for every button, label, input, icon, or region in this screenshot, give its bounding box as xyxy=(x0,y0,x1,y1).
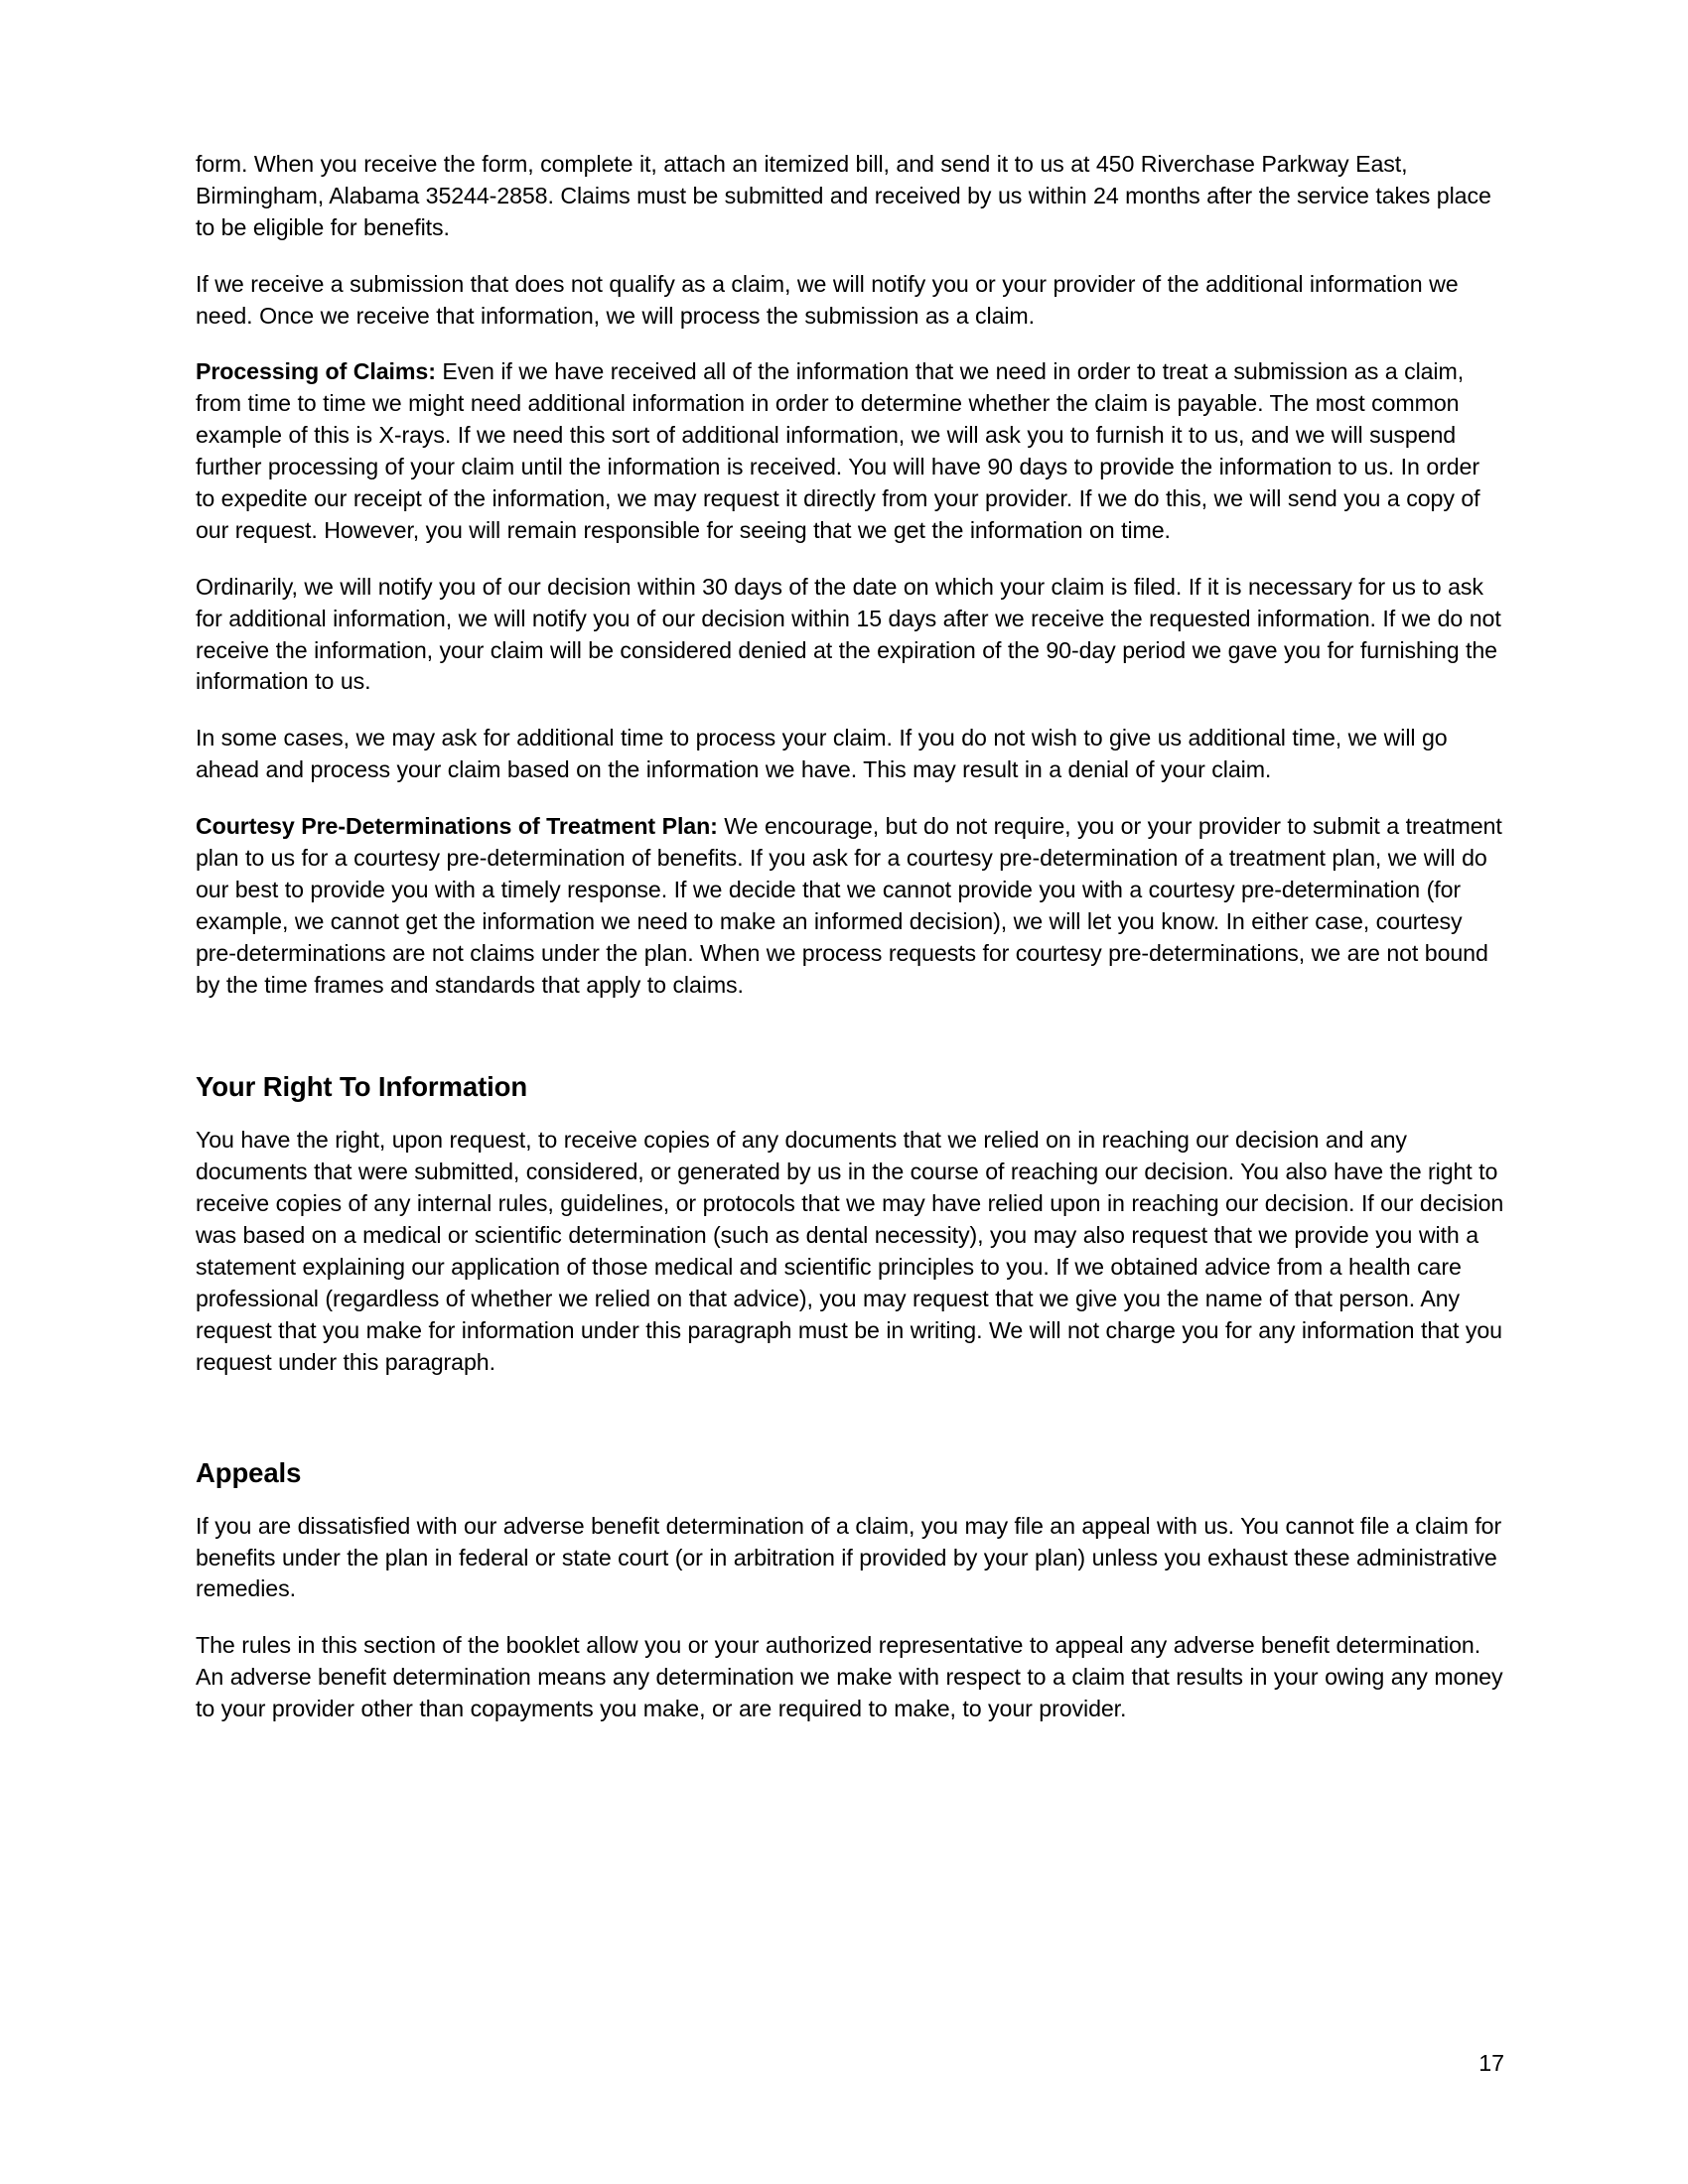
section-heading-your-right-to-information: Your Right To Information xyxy=(196,1071,528,1103)
paragraph-processing-of-claims xyxy=(196,356,1504,546)
paragraph-appeals-rules: The rules in this section of the booklet allow you or your authorized representative to appeal any adverse benefit determination. An adverse benefit determination means any determination we make with respect to a claim that results in your owing any money to your provider other than copayments you make, or are required to make, to your provider. xyxy=(196,1632,1503,1722)
heading-spacer-bottom xyxy=(196,1103,1504,1125)
page-number: 17 xyxy=(1478,2050,1504,2076)
paragraph-courtesy-predeterminations xyxy=(196,811,1504,1001)
appeals-heading-spacer-bottom xyxy=(196,1489,1504,1511)
paragraph-appeals-filing: If you are dissatisfied with our adverse benefit determination of a claim, you may file an appeal with us. You cannot file a claim for benefits under the plan in federal or state court (or in arbitration if provided by your plan) unless you exhaust these administrative remedies. xyxy=(196,1512,1502,1602)
runin-heading-processing-of-claims: Processing of Claims: xyxy=(196,358,436,385)
paragraph-additional-time: In some cases, we may ask for additional time to process your claim. If you do not wish to give us additional time, we will go ahead and process your claim based on the information we have. This may result in a denial of your claim. xyxy=(196,725,1448,783)
runin-heading-courtesy-predeterminations: Courtesy Pre-Determinations of Treatment Plan: xyxy=(196,813,718,840)
heading-spacer-top xyxy=(196,1025,1504,1071)
paragraph-decision-timeframes: Ordinarily, we will notify you of our decision within 30 days of the date on which your claim is filed. If it is necessary for us to ask for additional information, we will notify you of our decision within 15 days after we receive the requested information. If we do not receive the information, your claim will be considered denied at the expiration of the 90-day period we gave you for furnishing the information to us. xyxy=(196,573,1501,695)
section-heading-appeals: Appeals xyxy=(196,1456,302,1488)
paragraph-courtesy-predeterminations-body: We encourage, but do not require, you or your provider to submit a treatment plan to us for a courtesy pre-determination of benefits. If you ask for a courtesy pre-determination of a treatment plan, we will do our best to provide you with a timely response. If we decide that we cannot provide you with a courtesy pre-determination (for example, we cannot get the information we need to make an informed decision), we will let you know. In either case, courtesy pre-determinations are not claims under the plan. When we process requests for courtesy pre-determinations, we are not bound by the time frames and standards that apply to claims. xyxy=(196,813,1502,998)
appeals-heading-spacer-top xyxy=(196,1404,1504,1457)
paragraph-form-submission: form. When you receive the form, complete it, attach an itemized bill, and send it to us at 450 Riverchase Parkway East, Birmingham, Alabama 35244-2858. Claims must be submitted and received by us within 24 months after the service takes place to be eligible for benefits. xyxy=(196,151,1491,240)
paragraph-non-qualifying-submission: If we receive a submission that does not qualify as a claim, we will notify you or your provider of the additional information we need. Once we receive that information, we will process the submission as a claim. xyxy=(196,270,1459,329)
paragraph-processing-of-claims-body: Even if we have received all of the information that we need in order to treat a submission as a claim, from time to time we might need additional information in order to determine whether the claim is payable. The most common example of this is X-rays. If we need this sort of additional information, we will ask you to furnish it to us, and we will suspend further processing of your claim until the information is received. You will have 90 days to provide the information to us. In order to expedite our receipt of the information, we may request it directly from your provider. If we do this, we will send you a copy of our request. However, you will remain responsible for seeing that we get the information on time. xyxy=(196,358,1480,543)
paragraph-right-to-information: You have the right, upon request, to receive copies of any documents that we relied on in reaching our decision and any documents that were submitted, considered, or generated by us in the course of reaching our decision. You also have the right to receive copies of any internal rules, guidelines, or protocols that we may have relied upon in reaching our decision. If our decision was based on a medical or scientific determination (such as dental necessity), you may also request that we provide you with a statement explaining our application of those medical and scientific principles to you. If we obtained advice from a health care professional (regardless of whether we relied on that advice), you may request that we give you the name of that person. Any request that you make for information under this paragraph must be in writing. We will not charge you for any information that you request under this paragraph. xyxy=(196,1127,1504,1375)
